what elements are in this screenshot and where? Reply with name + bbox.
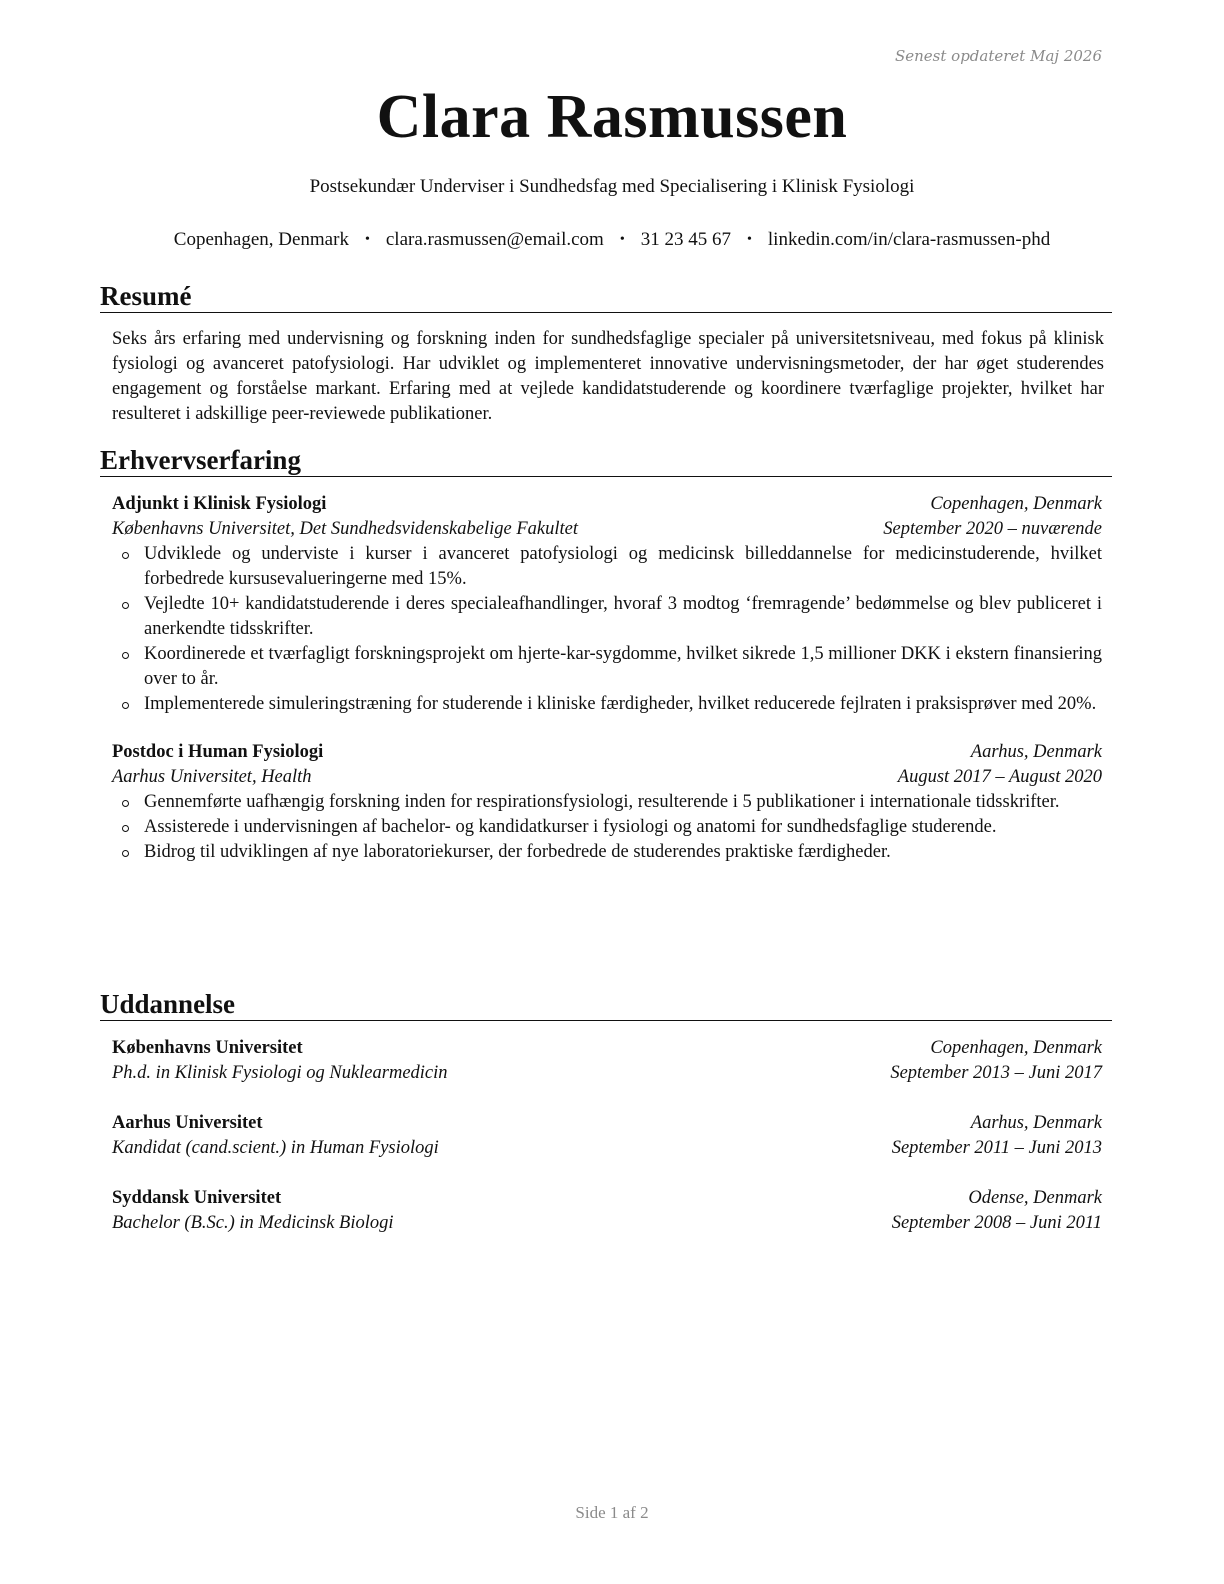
contact-email[interactable]: clara.rasmussen@email.com (385, 229, 604, 250)
candidate-tagline: Postsekundær Underviser i Sundhedsfag med Specialisering i Klinisk Fysiologi (309, 176, 915, 197)
job-bullets (112, 790, 1102, 865)
job-dates: September 2020 – nuværende (883, 519, 1102, 539)
list-item: Assisterede i undervisningen af bachelor- og kandidatkurser i fysiologi og anatomi for sundhedsfaglige studerende. (144, 815, 1102, 840)
job-bullets (112, 542, 1102, 717)
job-organization: Aarhus Universitet, Health (112, 767, 312, 787)
page-number: Side 1 af 2 (575, 1503, 649, 1522)
bullet-separator: • (364, 232, 370, 247)
bullet-separator: • (619, 232, 625, 247)
school-name: Syddansk Universitet (112, 1188, 282, 1208)
section-title: Erhvervserfaring (100, 445, 1112, 477)
list-item: Bidrog til udviklingen af nye laboratoriekurser, der forbedrede de studerendes praktiske færdigheder. (144, 840, 1102, 865)
degree-name: Ph.d. in Klinisk Fysiologi og Nuklearmedicin (112, 1063, 448, 1083)
list-item: Koordinerede et tværfagligt forskningsprojekt om hjerte-kar-sygdomme, hvilket sikrede 1,5 millioner DKK i ekstern finansiering over to år. (144, 642, 1102, 692)
summary-section (100, 281, 1112, 427)
education-entry (112, 1111, 1102, 1161)
section-title: Uddannelse (100, 989, 1112, 1021)
job-title: Adjunkt i Klinisk Fysiologi (112, 494, 327, 514)
degree-name: Bachelor (B.Sc.) in Medicinsk Biologi (112, 1213, 394, 1233)
job-organization: Københavns Universitet, Det Sundhedsvidenskabelige Fakultet (112, 519, 578, 539)
job-location: Aarhus, Denmark (970, 742, 1102, 762)
school-name: Københavns Universitet (112, 1038, 303, 1058)
school-location: Copenhagen, Denmark (930, 1038, 1102, 1058)
school-name: Aarhus Universitet (112, 1113, 263, 1133)
last-updated: Senest opdateret Maj 2026 (894, 47, 1102, 65)
contact-linkedin[interactable]: linkedin.com/in/clara-rasmussen-phd (767, 229, 1051, 250)
list-item: Udviklede og underviste i kurser i avanceret patofysiologi og medicinsk billeddannelse for medicinstuderende, hvilket forbedrede kursusevalueringerne med 15%. (144, 542, 1102, 592)
job-entry (112, 492, 1102, 717)
contact-location: Copenhagen, Denmark (173, 229, 349, 250)
section-title: Resumé (100, 281, 1112, 313)
job-dates: August 2017 – August 2020 (897, 767, 1102, 787)
job-title: Postdoc i Human Fysiologi (112, 742, 324, 762)
education-entry (112, 1036, 1102, 1086)
job-entry (112, 740, 1102, 865)
list-item: Gennemførte uafhængig forskning inden for respirationsfysiologi, resulterende i 5 publikationer i internationale tidsskrifter. (144, 790, 1102, 815)
job-location: Copenhagen, Denmark (930, 494, 1102, 514)
education-entry (112, 1186, 1102, 1236)
contact-phone: 31 23 45 67 (640, 229, 731, 250)
summary-text: Seks års erfaring med undervisning og forskning inden for sundhedsfaglige specialer på universitetsniveau, med fokus på klinisk fysiologi og avanceret patofysiologi. Har udviklet og implementeret innovative undervisningsmetoder, der har øget studerendes engagement og forståelse markant. Erfaring med at vejlede kandidatstuderende og koordinere tværfaglige projekter, hvilket har resulteret i adskillige peer-reviewede publikationer. (112, 329, 1104, 424)
contact-line (0, 229, 1224, 251)
list-item: Vejledte 10+ kandidatstuderende i deres specialeafhandlinger, hvoraf 3 modtog ‘fremragende’ bedømmelse og blev publiceret i anerkendte tidsskrifter. (144, 592, 1102, 642)
education-dates: September 2013 – Juni 2017 (890, 1063, 1102, 1083)
education-dates: September 2011 – Juni 2013 (891, 1138, 1102, 1158)
candidate-name: Clara Rasmussen (376, 83, 848, 151)
education-section (100, 989, 1112, 1236)
bullet-separator: • (747, 232, 752, 247)
experience-section (100, 445, 1112, 865)
degree-name: Kandidat (cand.scient.) in Human Fysiologi (112, 1138, 439, 1158)
school-location: Aarhus, Denmark (970, 1113, 1102, 1133)
education-dates: September 2008 – Juni 2011 (891, 1213, 1102, 1233)
list-item: Implementerede simuleringstræning for studerende i kliniske færdigheder, hvilket reducerede fejlraten i praksisprøver med 20%. (144, 692, 1102, 717)
school-location: Odense, Denmark (968, 1188, 1102, 1208)
